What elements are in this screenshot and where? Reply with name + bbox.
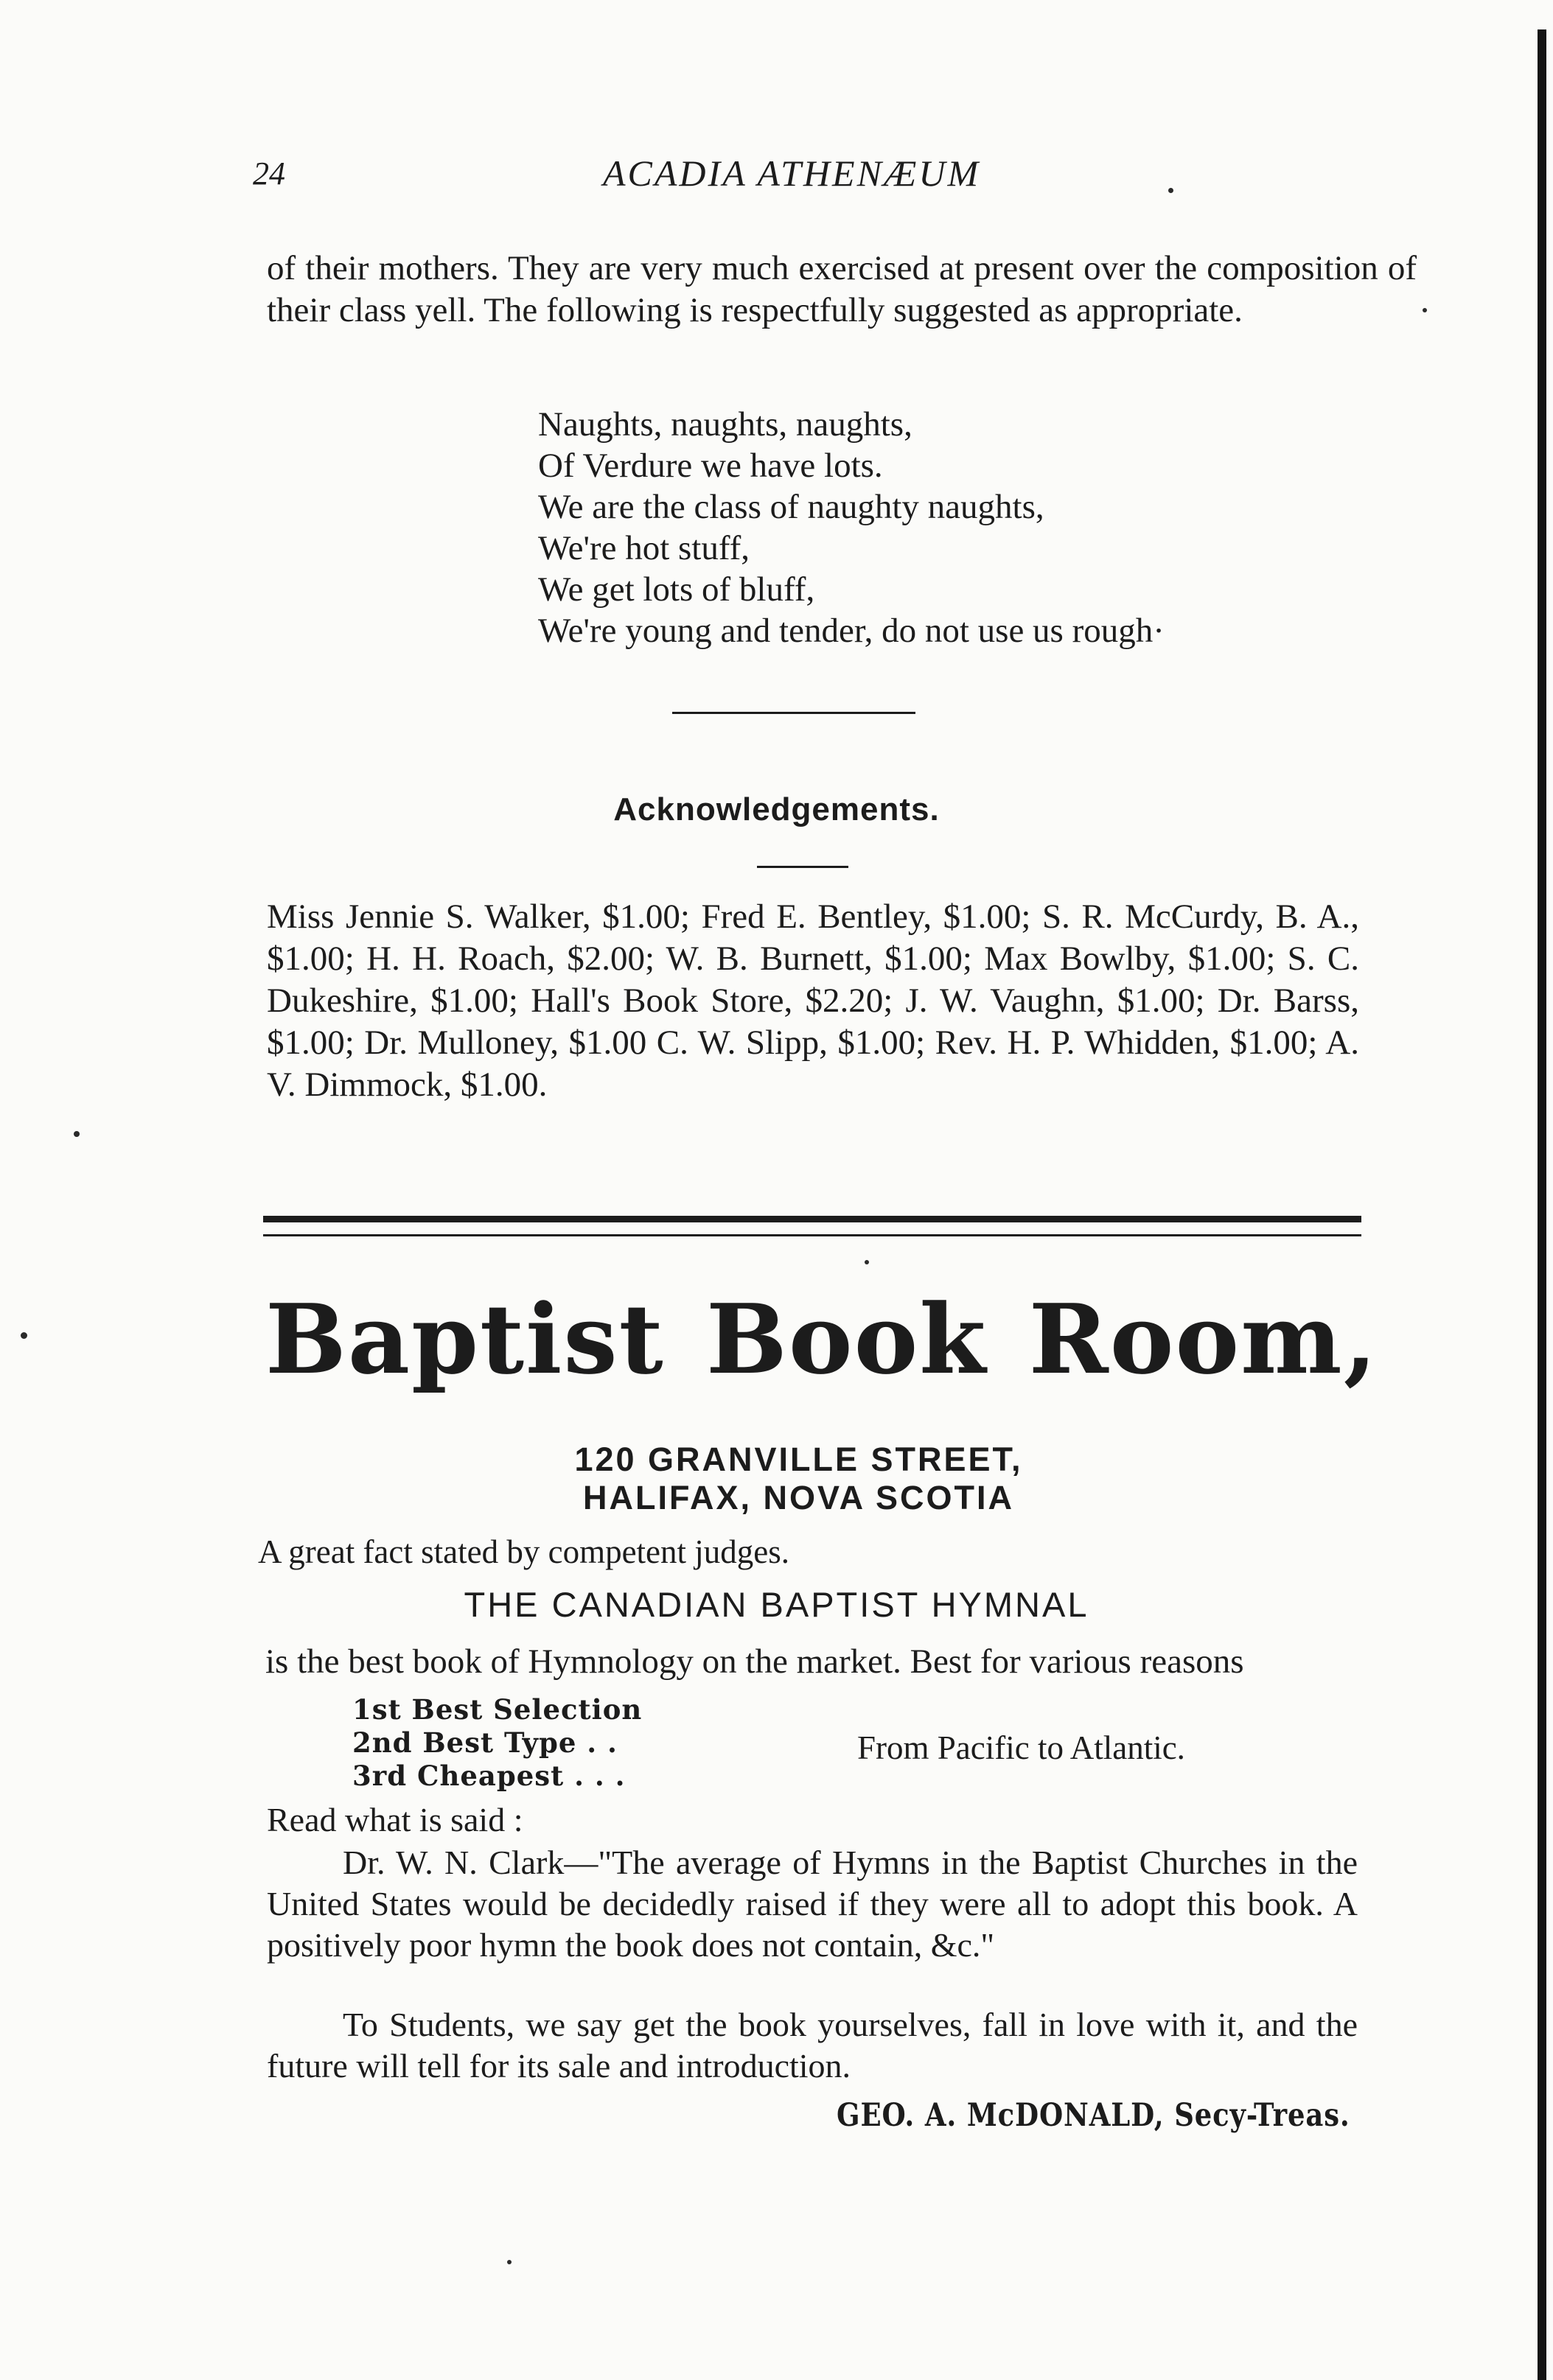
scan-speck [865,1260,869,1264]
store-address [0,1441,1553,1517]
poem-line: Naughts, naughts, naughts, [538,405,912,444]
pacific-to-atlantic: From Pacific to Atlantic. [857,1729,1185,1766]
poem-line: We're hot stuff, [538,529,750,567]
address-city: HALIFAX, NOVA SCOTIA [582,1479,1014,1516]
poem-line: Of Verdure we have lots. [538,447,883,485]
scan-speck [1168,188,1173,193]
scan-speck [21,1332,27,1339]
scan-speck [507,2260,512,2264]
poem-line: We're young and tender, do not use us rough· [538,612,1165,650]
page-number: 24 [253,155,285,192]
scan-speck [1423,308,1427,312]
scan-edge-bar [1538,29,1546,2380]
signature: GEO. A. McDONALD, Secy-Treas. [837,2097,1350,2134]
ad-title [265,1284,1378,1395]
reason-item: 3rd Cheapest . . . [352,1760,626,1792]
heading-underline [757,866,848,868]
poem-line: We get lots of bluff, [538,570,815,609]
ad-title-word: Room, [1028,1283,1378,1396]
acknowledgements-heading: Acknowledgements. [613,791,940,827]
ad-title-word: Baptist [265,1283,665,1396]
poem-line: We are the class of naughty naughts, [538,488,1044,526]
students-paragraph: To Students, we say get the book yourselves, fall in love with it, and the future will tell for its sale and introduction. [267,2006,1358,2085]
double-rule-thin [263,1234,1361,1236]
hymnal-description: is the best book of Hymnology on the market. Best for various reasons [265,1642,1244,1681]
double-rule-thick [263,1216,1361,1222]
reasons-list [352,1693,642,1793]
running-head: ACADIA ATHENÆUM [603,153,981,194]
reason-item: 2nd Best Type . . [352,1726,618,1759]
ad-title-word: Book [706,1283,988,1396]
testimonial-quote: Dr. W. N. Clark—"The average of Hymns in the Baptist Churches in the United States would be decidedly raised if they were all to adopt this book. A positively poor hymn the book does not contain, &c." [267,1844,1358,1964]
section-divider [672,712,915,714]
class-yell-poem [538,404,1165,651]
opening-paragraph: of their mothers. They are very much exercised at present over the composition of their class yell. The following is respectfully suggested as appropriate. [267,249,1417,329]
reason-item: 1st Best Selection [352,1693,643,1726]
hymnal-title: THE CANADIAN BAPTIST HYMNAL [464,1585,1089,1624]
read-what-is-said: Read what is said : [267,1801,523,1838]
ad-tagline: A great fact stated by competent judges. [258,1533,790,1570]
acknowledgements-list: Miss Jennie S. Walker, $1.00; Fred E. Bentley, $1.00; S. R. McCurdy, B. A., $1.00; H. H. Roach, $2.00; W. B. Burnett, $1.00; Max Bowlby, $1.00; S. C. Dukeshire, $1.00; Hall's Book Store, $2.20; J. W. Vaughn, $1.00; Dr. Barss, $1.00; Dr. Mulloney, $1.00 C. W. Slipp, $1.00; Rev. H. P. Whidden, $1.00; A. V. Dimmock, $1.00. [267,897,1359,1104]
scan-speck [74,1131,80,1137]
address-street: 120 GRANVILLE STREET, [574,1441,1023,1478]
